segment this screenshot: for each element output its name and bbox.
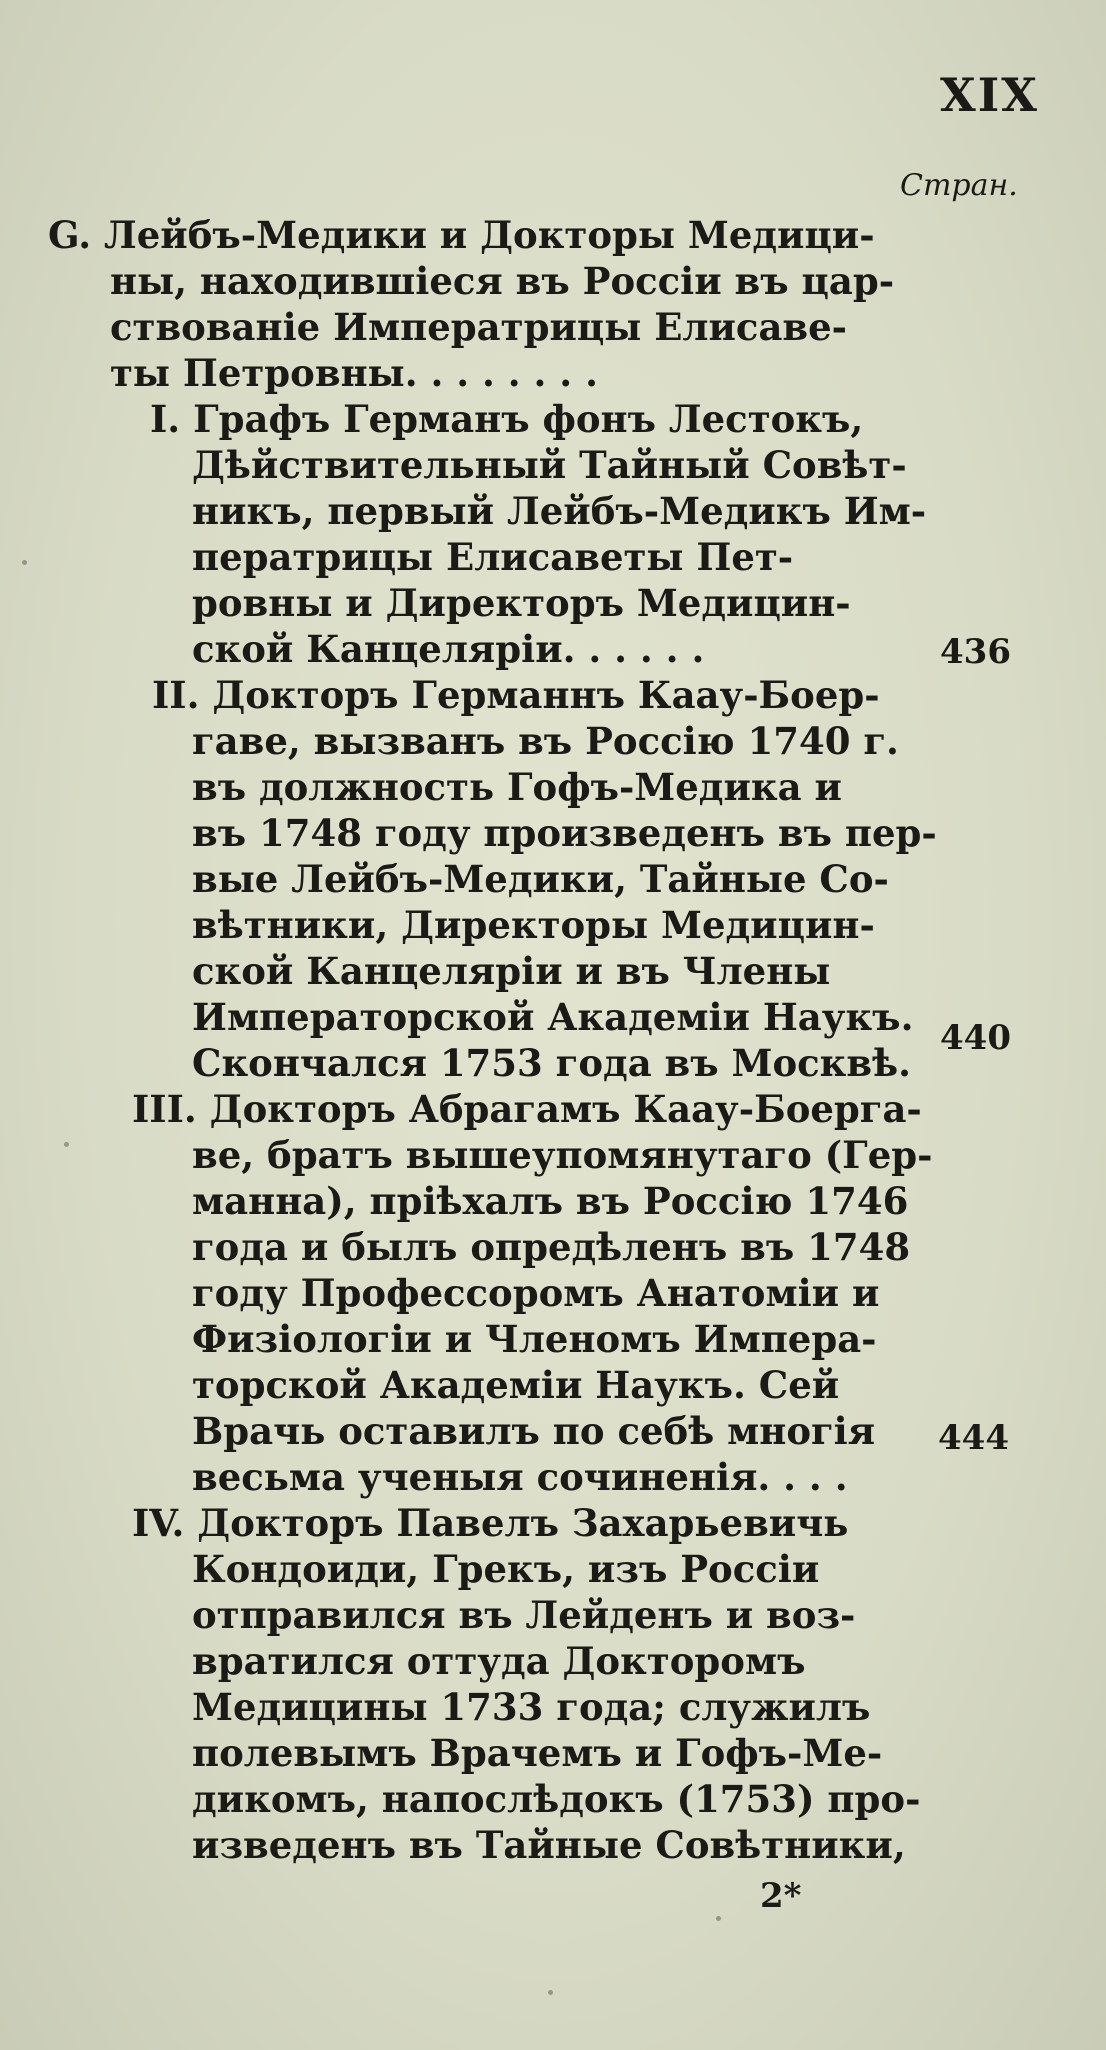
page-column-header: Стран.: [900, 168, 1018, 203]
entry-line: года и былъ опредѣленъ въ 1748: [192, 1225, 911, 1269]
entry-line: вые Лейбъ-Медики, Тайные Со-: [192, 857, 889, 901]
section-line: ты Петровны. . . . . . . .: [110, 351, 598, 395]
page-number-roman: XIX: [940, 68, 1039, 122]
entry-line: IV. Докторъ Павелъ Захарьевичь: [132, 1501, 849, 1545]
entry-line: вратился оттуда Докторомъ: [192, 1639, 806, 1683]
entry-line: ве, братъ вышеупомянутаго (Гер-: [192, 1133, 933, 1177]
entry-line: Врачь оставилъ по себѣ многія: [192, 1409, 876, 1453]
entry-line: торской Академіи Наукъ. Сей: [192, 1363, 840, 1407]
entry-line: III. Докторъ Абрагамъ Каау-Боерга-: [132, 1087, 922, 1131]
section-line: ствованіе Императрицы Елисаве-: [110, 305, 848, 349]
entry-page-number: 436: [940, 632, 1011, 672]
entry-line: Физіологіи и Членомъ Импера-: [192, 1317, 877, 1361]
entry-line: Скончался 1753 года въ Москвѣ.: [192, 1041, 912, 1085]
entry-page-number: 444: [938, 1418, 1009, 1458]
entry-line: весьма ученыя сочиненія. . . .: [192, 1455, 848, 1499]
entry-line: I. Графъ Германъ фонъ Лестокъ,: [150, 397, 864, 441]
entry-line: дикомъ, напослѣдокъ (1753) про-: [192, 1777, 921, 1821]
entry-line: ровны и Директоръ Медицин-: [192, 581, 851, 625]
paper-speck: [548, 1990, 553, 1995]
entry-line: Медицины 1733 года; служилъ: [192, 1685, 871, 1729]
entry-line: манна), пріѣхалъ въ Россію 1746: [192, 1179, 909, 1223]
entry-line: Дѣйствительный Тайный Совѣт-: [192, 443, 907, 487]
entry-line: Кондоиди, Грекъ, изъ Россіи: [192, 1547, 820, 1591]
entry-line: гаве, вызванъ въ Россію 1740 г.: [192, 719, 899, 763]
entry-line: Императорской Академіи Наукъ.: [192, 995, 914, 1039]
entry-page-number: 440: [940, 1018, 1011, 1058]
signature-mark: 2*: [760, 1876, 802, 1916]
entry-line: ской Канцеляріи. . . . . .: [192, 627, 705, 671]
entry-line: въ 1748 году произведенъ въ пер-: [192, 811, 937, 855]
paper-speck: [22, 560, 27, 565]
entry-line: отправился въ Лейденъ и воз-: [192, 1593, 856, 1637]
entry-line: ской Канцеляріи и въ Члены: [192, 949, 831, 993]
entry-line: никъ, первый Лейбъ-Медикъ Им-: [192, 489, 927, 533]
entry-line: году Профессоромъ Анатоміи и: [192, 1271, 880, 1315]
paper-speck: [64, 1142, 69, 1147]
entry-line: полевымъ Врачемъ и Гофъ-Ме-: [192, 1731, 883, 1775]
entry-line: въ должность Гофъ-Медика и: [192, 765, 842, 809]
paper-speck: [716, 1916, 721, 1921]
entry-line: ператрицы Елисаветы Пет-: [192, 535, 794, 579]
entry-line: изведенъ въ Тайные Совѣтники,: [192, 1823, 906, 1867]
section-line: ны, находившіеся въ Россіи въ цар-: [110, 259, 895, 303]
section-line: G. Лейбъ-Медики и Докторы Медици-: [48, 213, 875, 257]
entry-line: II. Докторъ Германнъ Каау-Боер-: [152, 673, 880, 717]
entry-line: вѣтники, Директоры Медицин-: [192, 903, 875, 947]
